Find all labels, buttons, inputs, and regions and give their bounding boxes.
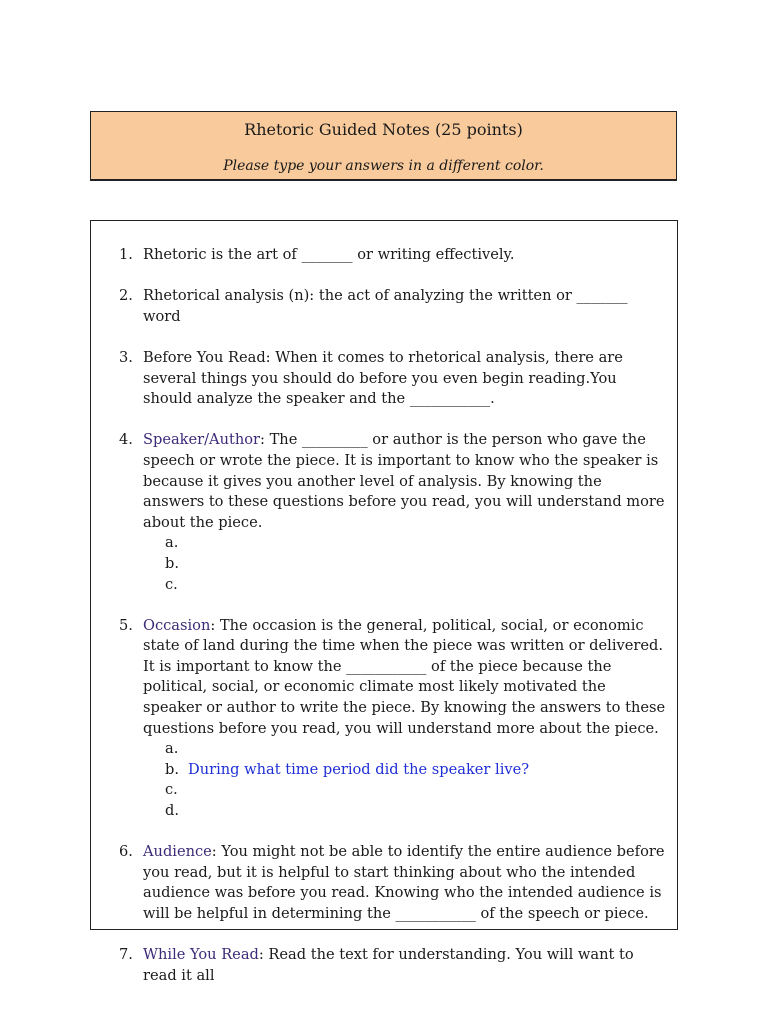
item-number: 3. — [119, 348, 133, 366]
item-number: 6. — [119, 843, 133, 861]
item-text: : You might not be able to identify the entire audience before you read, but it is helpful to start thinking about who the intended audience was before you read. Knowing who the intended audience is will be helpful in determining the ___________ of the speech or piece. — [143, 843, 665, 922]
sub-letter: c. — [165, 781, 178, 799]
document-instructions: Please type your answers in a different color. — [223, 158, 544, 174]
item-keyword: While You Read — [143, 946, 259, 964]
list-item — [91, 245, 677, 266]
item-text: : The occasion is the general, political, social, or economic state of land during the time when the piece was written or delivered. It is important to know the ___________ of the piece because the political, social, or economic climate most likely motivated the speaker or author to write the piece. By knowing the answers to these questions before you read, you will understand more about the piece. — [143, 616, 666, 737]
item-text: Rhetorical analysis (n): the act of analyzing the written or _______ word — [143, 287, 628, 325]
item-number: 1. — [119, 246, 133, 263]
sub-item — [143, 801, 667, 822]
notes-box — [90, 220, 678, 984]
item-keyword: Speaker/Author — [143, 431, 261, 449]
sub-letter: a. — [165, 740, 179, 758]
item-number: 5. — [119, 616, 133, 634]
sub-letter: b. — [165, 760, 179, 778]
list-item — [91, 430, 677, 595]
item-text: : The _________ or author is the person who gave the speech or wrote the piece. It is important to know who the speaker is because it gives you another level of analysis. By knowing the answers to these questions before you read, you will understand more about the piece. — [143, 431, 665, 531]
sub-letter: a. — [165, 534, 179, 552]
sub-item — [143, 780, 667, 801]
list-item — [91, 286, 677, 327]
list-item — [91, 348, 677, 410]
list-item — [91, 616, 677, 822]
item-text: : Read the text for understanding. You will want to read it all — [143, 946, 634, 984]
item-number: 7. — [119, 946, 133, 964]
sub-item — [143, 533, 667, 554]
sub-letter: d. — [165, 802, 179, 820]
sub-item — [143, 575, 667, 596]
item-number: 4. — [119, 431, 133, 449]
item-keyword: Audience — [143, 843, 212, 861]
item-keyword: Occasion — [143, 616, 211, 634]
list-item — [91, 842, 677, 924]
sub-item — [143, 760, 667, 781]
typed-answer[interactable]: During what time period did the speaker live? — [188, 760, 530, 778]
sub-item — [143, 739, 667, 760]
item-number: 2. — [119, 287, 133, 305]
item-text: Before You Read: When it comes to rhetorical analysis, there are several things you should do before you even begin reading.You should analyze the speaker and the ___________. — [143, 348, 623, 408]
list-item — [91, 945, 677, 986]
sub-item — [143, 554, 667, 575]
document-title: Rhetoric Guided Notes (25 points) — [244, 120, 523, 139]
notes-list — [91, 245, 677, 1007]
title-box — [90, 111, 677, 181]
sub-letter: c. — [165, 575, 178, 593]
sub-letter: b. — [165, 554, 179, 572]
item-text: Rhetoric is the art of _______ or writing effectively. — [143, 246, 515, 263]
